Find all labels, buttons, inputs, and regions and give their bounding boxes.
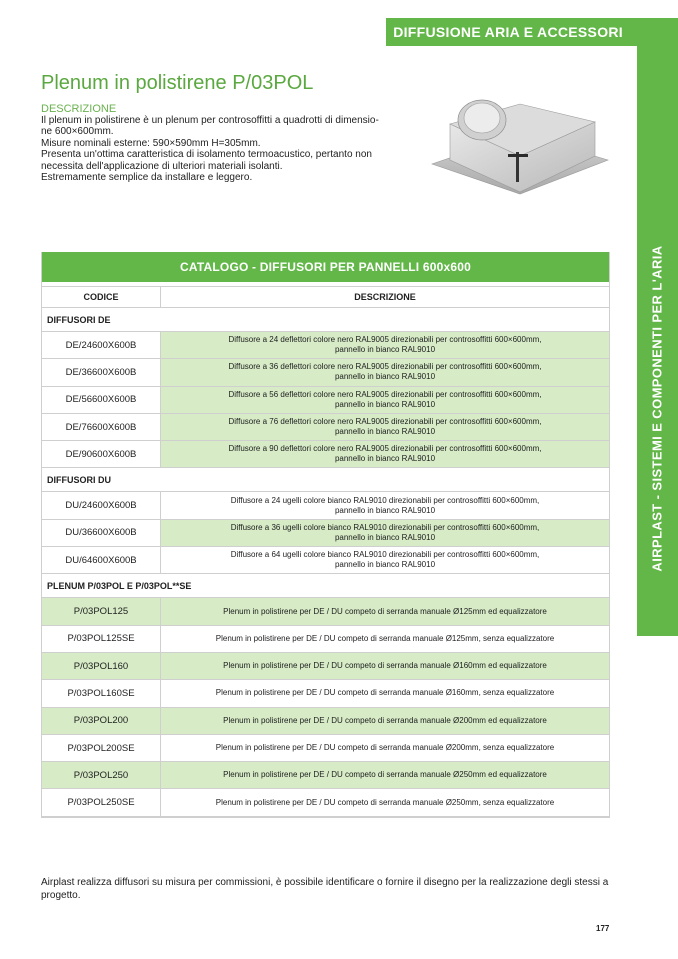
row-description: Plenum in polistirene per DE / DU competo di serranda manuale Ø125mm, senza equalizzatore [161,626,609,652]
table-row [42,492,609,519]
row-code: P/03POL200 [42,708,161,734]
row-code: DE/56600X600B [42,387,161,413]
row-code: DU/64600X600B [42,547,161,573]
desc-line: Diffusore a 24 ugelli colore bianco RAL9010 direzionabili per controsoffitti 600×600mm, [230,495,540,505]
row-code: P/03POL160SE [42,680,161,706]
row-code: P/03POL160 [42,653,161,679]
section-header-band [386,18,635,46]
desc-line: pannello in bianco RAL9010 [334,427,436,437]
section-title: PLENUM P/03POL E P/03POL**SE [42,574,609,598]
description-heading: DESCRIZIONE [41,103,117,115]
row-code: DE/76600X600B [42,414,161,440]
table-row [42,359,609,386]
table-row [42,789,609,816]
table-row [42,762,609,789]
row-description [161,547,609,573]
row-description: Plenum in polistirene per DE / DU competo di serranda manuale Ø200mm, senza equalizzatore [161,735,609,761]
desc-line: pannello in bianco RAL9010 [334,454,436,464]
row-description: Plenum in polistirene per DE / DU competo di serranda manuale Ø125mm ed equalizzatore [161,598,609,624]
table-row [42,680,609,707]
table-row [42,735,609,762]
table-row [42,653,609,680]
table-row [42,441,609,468]
description-line: Estremamente semplice da installare e leggero. [41,172,253,184]
description-line: Misure nominali esterne: 590×590mm H=305mm. [41,137,261,149]
desc-line: pannello in bianco RAL9010 [334,532,436,542]
row-description [161,414,609,440]
desc-line: Diffusore a 76 deflettori colore nero RAL9005 direzionabili per controsoffitti 600×600mm, [228,417,542,427]
column-header-code: CODICE [42,287,161,307]
table-row [42,598,609,625]
description-line: Presenta un'ottima caratteristica di isolamento termoacustico, pertanto non [41,149,372,161]
table-row [42,332,609,359]
desc-line: Diffusore a 64 ugelli colore bianco RAL9010 direzionabili per controsoffitti 600×600mm, [230,550,540,560]
desc-line: pannello in bianco RAL9010 [334,560,436,570]
row-code: P/03POL125SE [42,626,161,652]
row-description [161,492,609,518]
row-code: P/03POL250 [42,762,161,788]
row-description [161,441,609,467]
row-description [161,520,609,546]
row-code: DU/36600X600B [42,520,161,546]
desc-line: pannello in bianco RAL9010 [334,345,436,355]
row-description: Plenum in polistirene per DE / DU competo di serranda manuale Ø200mm ed equalizzatore [161,708,609,734]
catalog-title: CATALOGO - DIFFUSORI PER PANNELLI 600x600 [42,252,609,282]
row-code: DU/24600X600B [42,492,161,518]
side-band-text-wrap [637,46,678,636]
desc-line: Diffusore a 90 deflettori colore nero RAL9005 direzionabili per controsoffitti 600×600mm, [228,444,542,454]
plenum-product-image [420,94,610,214]
row-code: P/03POL125 [42,598,161,624]
catalog-table [41,252,610,818]
row-code: P/03POL250SE [42,789,161,815]
row-code: P/03POL200SE [42,735,161,761]
footer-note: Airplast realizza diffusori su misura per commissioni, è possibile identificare o fornire il disegno per la realizzazione degli stessi a progetto. [41,877,609,901]
desc-line: Diffusore a 56 deflettori colore nero RAL9005 direzionabili per controsoffitti 600×600mm, [228,389,542,399]
row-code: DE/90600X600B [42,441,161,467]
row-description [161,359,609,385]
table-row [42,387,609,414]
desc-line: Diffusore a 24 deflettori colore nero RAL9005 direzionabili per controsoffitti 600×600mm, [228,335,542,345]
row-code: DE/24600X600B [42,332,161,358]
table-row [42,626,609,653]
desc-line: Diffusore a 36 deflettori colore nero RAL9005 direzionabili per controsoffitti 600×600mm, [228,362,542,372]
row-description [161,332,609,358]
row-description: Plenum in polistirene per DE / DU competo di serranda manuale Ø250mm, senza equalizzatore [161,789,609,815]
description-line: necessita dell'applicazione di ulteriori materiali isolanti. [41,160,283,172]
table-row [42,414,609,441]
desc-line: pannello in bianco RAL9010 [334,505,436,515]
row-description: Plenum in polistirene per DE / DU competo di serranda manuale Ø160mm ed equalizzatore [161,653,609,679]
row-description [161,387,609,413]
desc-line: pannello in bianco RAL9010 [334,399,436,409]
row-description: Plenum in polistirene per DE / DU competo di serranda manuale Ø160mm, senza equalizzatore [161,680,609,706]
description-line: Il plenum in polistirene è un plenum per controsoffitti a quadrotti di dimensio- [41,115,379,126]
description-body [41,115,413,183]
page-title: Plenum in polistirene P/03POL [41,72,314,94]
column-header-description: DESCRIZIONE [354,292,416,302]
table-row [42,547,609,574]
desc-line: pannello in bianco RAL9010 [334,372,436,382]
side-band-text: AIRPLAST - SISTEMI E COMPONENTI PER L'ARIA [650,245,666,572]
section-title: DIFFUSORI DE [42,308,609,332]
row-description: Plenum in polistirene per DE / DU competo di serranda manuale Ø250mm ed equalizzatore [161,762,609,788]
section-title: DIFFUSORI DU [42,468,609,492]
description-line: ne 600×600mm. [41,126,114,138]
desc-line: Diffusore a 36 ugelli colore bianco RAL9010 direzionabili per controsoffitti 600×600mm, [230,522,540,532]
section-header-band-extension [635,18,678,46]
table-row [42,708,609,735]
table-row [42,520,609,547]
row-code: DE/36600X600B [42,359,161,385]
page-number: 177 [596,924,610,933]
section-header-title: DIFFUSIONE ARIA E ACCESSORI [393,24,623,40]
table-header [42,286,609,308]
